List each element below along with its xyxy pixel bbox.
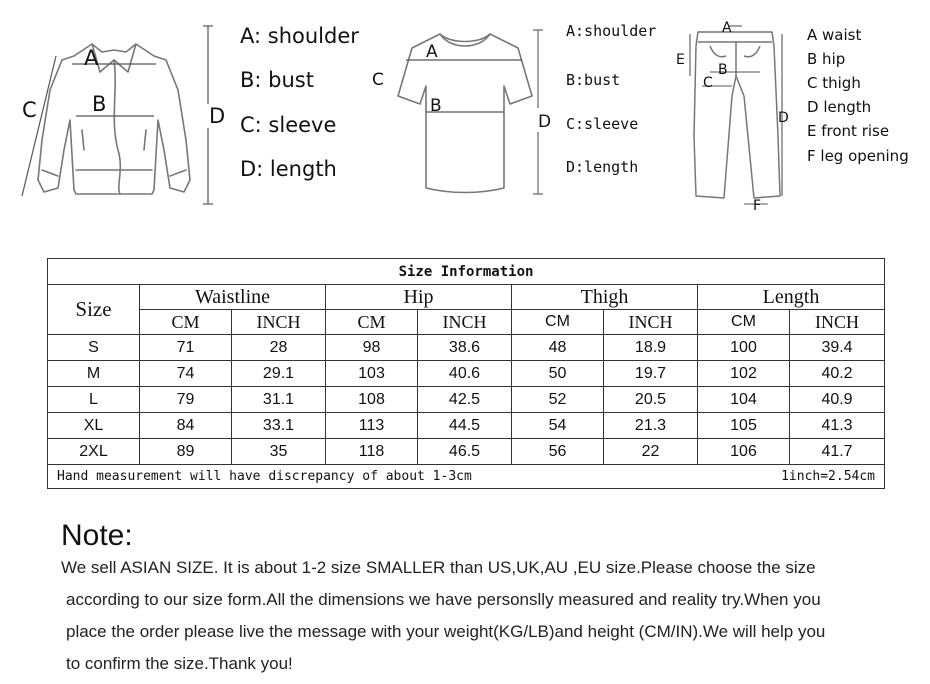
measurement-cell: 104 — [698, 387, 790, 413]
measurement-cell: 40.9 — [790, 387, 885, 413]
note-line: place the order please live the message with your weight(KG/LB)and height (CM/IN).We will help you — [66, 622, 826, 641]
measurement-cell: 102 — [698, 361, 790, 387]
tshirt-marker-b: B — [430, 96, 442, 116]
unit-header: INCH — [418, 310, 512, 335]
size-information-table — [47, 258, 885, 489]
jacket-marker-c: C — [22, 98, 37, 122]
measurement-cell: 38.6 — [418, 335, 512, 361]
size-label-cell: S — [48, 335, 140, 361]
measurement-diagrams — [0, 0, 930, 230]
tshirt-legend-bust: B:bust — [566, 71, 621, 89]
pants-legend-front-rise: E front rise — [807, 122, 890, 140]
measurement-cell: 103 — [326, 361, 418, 387]
note-line: according to our size form.All the dimensions we have personslly measured and reality try.When you — [66, 590, 821, 609]
measurement-cell: 42.5 — [418, 387, 512, 413]
measurement-cell: 54 — [512, 413, 604, 439]
tshirt-length-bracket — [529, 28, 552, 198]
measurement-cell: 28 — [232, 335, 326, 361]
jacket-length-bracket — [199, 24, 219, 208]
pants-marker-f: F — [753, 198, 762, 214]
jacket-legend-sleeve: C: sleeve — [240, 113, 337, 137]
jacket-legend-shoulder: A: shoulder — [240, 24, 359, 48]
measurement-cell: 40.6 — [418, 361, 512, 387]
table-row — [48, 335, 885, 361]
pants-marker-a: A — [722, 20, 732, 36]
size-label-cell: XL — [48, 413, 140, 439]
size-label-cell: L — [48, 387, 140, 413]
measurement-cell: 105 — [698, 413, 790, 439]
measurement-cell: 113 — [326, 413, 418, 439]
note-title: Note: — [61, 519, 133, 552]
pants-legend-leg-opening: F leg opening — [807, 147, 909, 165]
measurement-cell: 40.2 — [790, 361, 885, 387]
pants-legend-hip: B hip — [807, 50, 846, 68]
measurement-cell: 20.5 — [604, 387, 698, 413]
measurement-cell: 71 — [140, 335, 232, 361]
note-line: to confirm the size.Thank you! — [66, 654, 293, 673]
discrepancy-note: Hand measurement will have discrepancy of about 1-3cm — [57, 469, 472, 484]
pants-marker-e: E — [676, 52, 685, 68]
table-row — [48, 387, 885, 413]
measurement-cell: 48 — [512, 335, 604, 361]
measurement-cell: 22 — [604, 439, 698, 465]
measurement-cell: 79 — [140, 387, 232, 413]
measurement-cell: 52 — [512, 387, 604, 413]
pants-marker-d: D — [778, 110, 789, 126]
unit-header: CM — [512, 310, 604, 335]
measurement-cell: 118 — [326, 439, 418, 465]
unit-header: CM — [698, 310, 790, 335]
jacket-legend-bust: B: bust — [240, 68, 314, 92]
measurement-cell: 18.9 — [604, 335, 698, 361]
unit-header: INCH — [232, 310, 326, 335]
measurement-cell: 44.5 — [418, 413, 512, 439]
measurement-cell: 100 — [698, 335, 790, 361]
table-row — [48, 361, 885, 387]
measurement-cell: 41.3 — [790, 413, 885, 439]
unit-header: INCH — [604, 310, 698, 335]
jacket-illustration — [14, 20, 214, 230]
length-header: Length — [698, 285, 885, 310]
tshirt-marker-d: D — [538, 112, 552, 132]
measurement-cell: 84 — [140, 413, 232, 439]
table-footer — [48, 465, 885, 489]
jacket-marker-a: A — [84, 46, 99, 70]
note-body — [61, 552, 911, 680]
pants-legend-waist: A waist — [807, 26, 862, 44]
measurement-cell: 74 — [140, 361, 232, 387]
waistline-header: Waistline — [140, 285, 326, 310]
unit-header: CM — [326, 310, 418, 335]
size-column-header: Size — [48, 285, 140, 335]
unit-header: INCH — [790, 310, 885, 335]
measurement-cell: 39.4 — [790, 335, 885, 361]
table-body — [48, 335, 885, 465]
measurement-cell: 50 — [512, 361, 604, 387]
table-row — [48, 413, 885, 439]
measurement-cell: 41.7 — [790, 439, 885, 465]
note-line: We sell ASIAN SIZE. It is about 1-2 size SMALLER than US,UK,AU ,EU size.Please choose the size — [61, 558, 816, 577]
measurement-cell: 98 — [326, 335, 418, 361]
measurement-cell: 31.1 — [232, 387, 326, 413]
jacket-marker-b: B — [92, 92, 107, 116]
tshirt-illustration — [390, 26, 540, 206]
pants-illustration — [680, 16, 790, 216]
table-title: Size Information — [48, 259, 885, 285]
tshirt-legend-length: D:length — [566, 158, 639, 176]
jacket-legend-length: D: length — [240, 157, 337, 181]
measurement-cell: 33.1 — [232, 413, 326, 439]
tshirt-marker-c: C — [372, 70, 384, 90]
tshirt-marker-a: A — [426, 42, 438, 62]
hip-header: Hip — [326, 285, 512, 310]
measurement-cell: 106 — [698, 439, 790, 465]
pants-marker-c: C — [703, 75, 713, 91]
pants-legend-length: D length — [807, 98, 872, 116]
measurement-cell: 56 — [512, 439, 604, 465]
measurement-cell: 21.3 — [604, 413, 698, 439]
size-label-cell: 2XL — [48, 439, 140, 465]
measurement-cell: 35 — [232, 439, 326, 465]
measurement-cell: 108 — [326, 387, 418, 413]
measurement-cell: 19.7 — [604, 361, 698, 387]
measurement-cell: 89 — [140, 439, 232, 465]
tshirt-legend-shoulder: A:shoulder — [566, 22, 657, 40]
inch-conversion-note: 1inch=2.54cm — [781, 469, 876, 484]
measurement-cell: 29.1 — [232, 361, 326, 387]
table-row — [48, 439, 885, 465]
size-label-cell: M — [48, 361, 140, 387]
tshirt-legend-sleeve: C:sleeve — [566, 115, 639, 133]
thigh-header: Thigh — [512, 285, 698, 310]
unit-header: CM — [140, 310, 232, 335]
measurement-cell: 46.5 — [418, 439, 512, 465]
pants-legend-thigh: C thigh — [807, 74, 861, 92]
pants-marker-b: B — [718, 62, 728, 78]
jacket-marker-d: D — [209, 104, 226, 128]
